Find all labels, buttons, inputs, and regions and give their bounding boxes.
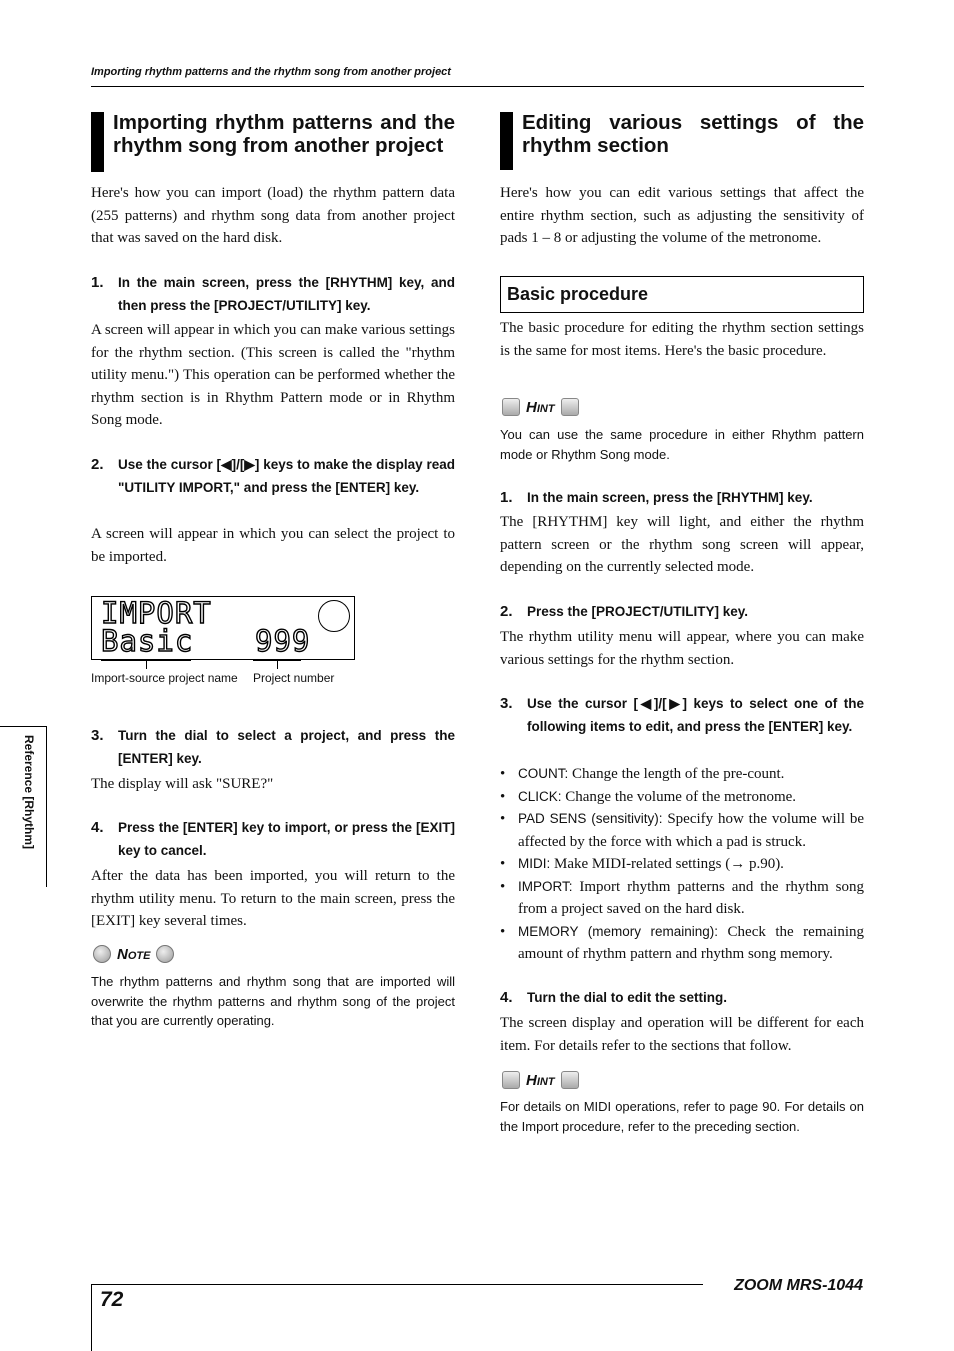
item-desc: Check the remaining amount of rhythm pattern and rhythm song memory. — [518, 923, 864, 962]
left-step-2-body: A screen will appear in which you can select the project to be imported. — [91, 526, 455, 565]
note-bullet-icon — [156, 945, 174, 963]
item-desc: Change the length of the pre-count. — [568, 766, 785, 782]
left-step-3 — [91, 725, 455, 770]
step-text: Press the [PROJECT/UTILITY] key. — [527, 604, 749, 619]
step-number: 2. — [500, 603, 513, 620]
right-step-4 — [500, 987, 864, 1010]
hint-bullet-icon — [502, 398, 520, 416]
step-text: Use the cursor [◀]/[▶] keys to select one of the following items to edit, and press the [ENTER] key. — [527, 696, 864, 734]
left-title-text: Importing rhythm patterns and the rhythm song from another project — [113, 111, 455, 157]
step-number: 3. — [500, 695, 513, 712]
step-number: 4. — [91, 819, 104, 836]
left-section-title — [91, 112, 455, 172]
left-step-1 — [91, 272, 455, 317]
hint-text: You can use the same procedure in either Rhythm pattern mode or Rhythm Song mode. — [500, 427, 864, 462]
item-desc: Change the volume of the metronome. — [561, 788, 797, 805]
hint-bullet-icon — [561, 1071, 579, 1089]
note-badge — [93, 945, 174, 963]
settings-item-list — [500, 763, 864, 966]
procedure-intro: The basic procedure for editing the rhythm section settings is the same for most items. Here's the basic procedure. — [500, 320, 864, 359]
list-item — [500, 876, 864, 921]
left-step-4-body: After the data has been imported, you will return to the rhythm utility menu. To return to the main screen, press the [EXIT] key several times. — [91, 868, 455, 929]
step-text: Press the [ENTER] key to import, or press the [EXIT] key to cancel. — [118, 820, 455, 858]
item-term: CLICK: — [518, 788, 562, 804]
page-number: 72 — [100, 1288, 124, 1311]
right-step-2-body: The rhythm utility menu will appear, where you can make various settings for the rhythm section. — [500, 629, 864, 668]
left-step-4 — [91, 817, 455, 862]
item-desc: Specify how the volume will be affected by the force with which a pad is struck. — [518, 811, 864, 850]
step-number: 3. — [91, 727, 104, 744]
list-item — [500, 808, 864, 853]
hint-label: Hint — [526, 398, 555, 416]
right-step-2 — [500, 601, 864, 624]
step-number: 1. — [91, 274, 104, 291]
note-bullet-icon — [93, 945, 111, 963]
right-title-text: Editing various settings of the rhythm section — [522, 111, 864, 157]
left-step-3-body: The display will ask "SURE?" — [91, 776, 274, 792]
lcd-project-number: 999 — [255, 624, 311, 658]
left-step-2 — [91, 454, 455, 499]
header-rule — [91, 86, 864, 87]
item-term: IMPORT: — [518, 878, 573, 894]
title-bar-decoration — [500, 112, 513, 170]
right-step-1 — [500, 487, 864, 510]
running-header: Importing rhythm patterns and the rhythm song from another project — [91, 66, 451, 78]
leader-line — [146, 660, 147, 669]
step-text: Use the cursor [◀]/[▶] keys to make the display read "UTILITY IMPORT," and press the [ENTER] key. — [118, 457, 455, 495]
hint-badge — [502, 1071, 579, 1089]
basic-procedure-heading: Basic procedure — [500, 276, 864, 313]
note-label: Note — [117, 945, 151, 963]
right-intro: Here's how you can edit various settings that affect the entire rhythm section, such as adjusting the sensitivity of pads 1 – 8 or adjusting the volume of the metronome. — [500, 185, 864, 246]
right-step-4-body: The screen display and operation will be different for each item. For details refer to the sections that follow. — [500, 1015, 864, 1054]
item-desc: Import rhythm patterns and the rhythm song from a project saved on the hard disk. — [518, 878, 864, 917]
footer-vertical-rule — [91, 1284, 92, 1351]
right-step-3 — [500, 693, 864, 738]
lcd-label-number: Project number — [253, 671, 335, 685]
left-step-1-body: A screen will appear in which you can make various settings for the rhythm section. (This screen is called the "rhythm utility menu.") This operation can be performed whether the rhythm section is in Rhythm Pattern mode or in Rhythm Song mode. — [91, 322, 455, 428]
list-item — [500, 853, 864, 876]
item-desc: Make MIDI-related settings (→ p.90). — [550, 856, 784, 872]
step-text: Turn the dial to edit the setting. — [527, 990, 727, 1005]
item-term: PAD SENS (sensitivity): — [518, 811, 663, 826]
leader-line — [277, 660, 278, 669]
item-term: COUNT: — [518, 766, 569, 781]
item-term: MEMORY (memory remaining): — [518, 923, 719, 939]
hint-badge — [502, 398, 579, 416]
step-text: In the main screen, press the [RHYTHM] key. — [527, 490, 813, 505]
step-number: 4. — [500, 989, 513, 1006]
lcd-line-1: IMPORT — [101, 596, 212, 630]
hint-bullet-icon — [561, 398, 579, 416]
hint-bullet-icon — [502, 1071, 520, 1089]
lcd-indicator-circle — [318, 600, 350, 632]
note-text: The rhythm patterns and rhythm song that are imported will overwrite the rhythm patterns and rhythm song of the project that you are currently operating. — [91, 974, 455, 1028]
footer-rule — [91, 1284, 703, 1285]
list-item — [500, 786, 864, 809]
brand-name: ZOOM MRS-1044 — [734, 1277, 863, 1294]
step-text: Turn the dial to select a project, and press the [ENTER] key. — [118, 728, 455, 766]
side-tab-label: Reference [Rhythm] — [22, 735, 36, 850]
list-item — [500, 921, 864, 966]
hint-label: Hint — [526, 1071, 555, 1089]
right-section-title — [500, 112, 864, 170]
title-bar-decoration — [91, 112, 104, 172]
item-term: MIDI: — [518, 856, 551, 871]
hint-text: For details on MIDI operations, refer to page 90. For details on the Import procedure, refer to the preceding section. — [500, 1099, 864, 1134]
list-item — [500, 763, 864, 786]
lcd-label-name: Import-source project name — [91, 671, 238, 685]
step-number: 2. — [91, 456, 104, 473]
right-step-1-body: The [RHYTHM] key will light, and either the rhythm pattern screen or the rhythm song screen will appear, depending on the currently selected mode. — [500, 514, 864, 575]
step-number: 1. — [500, 489, 513, 506]
left-intro: Here's how you can import (load) the rhythm pattern data (255 patterns) and rhythm song data from another project that was saved on the hard disk. — [91, 185, 455, 246]
lcd-project-name: Basic — [101, 624, 194, 658]
step-text: In the main screen, press the [RHYTHM] key, and then press the [PROJECT/UTILITY] key. — [118, 275, 455, 313]
